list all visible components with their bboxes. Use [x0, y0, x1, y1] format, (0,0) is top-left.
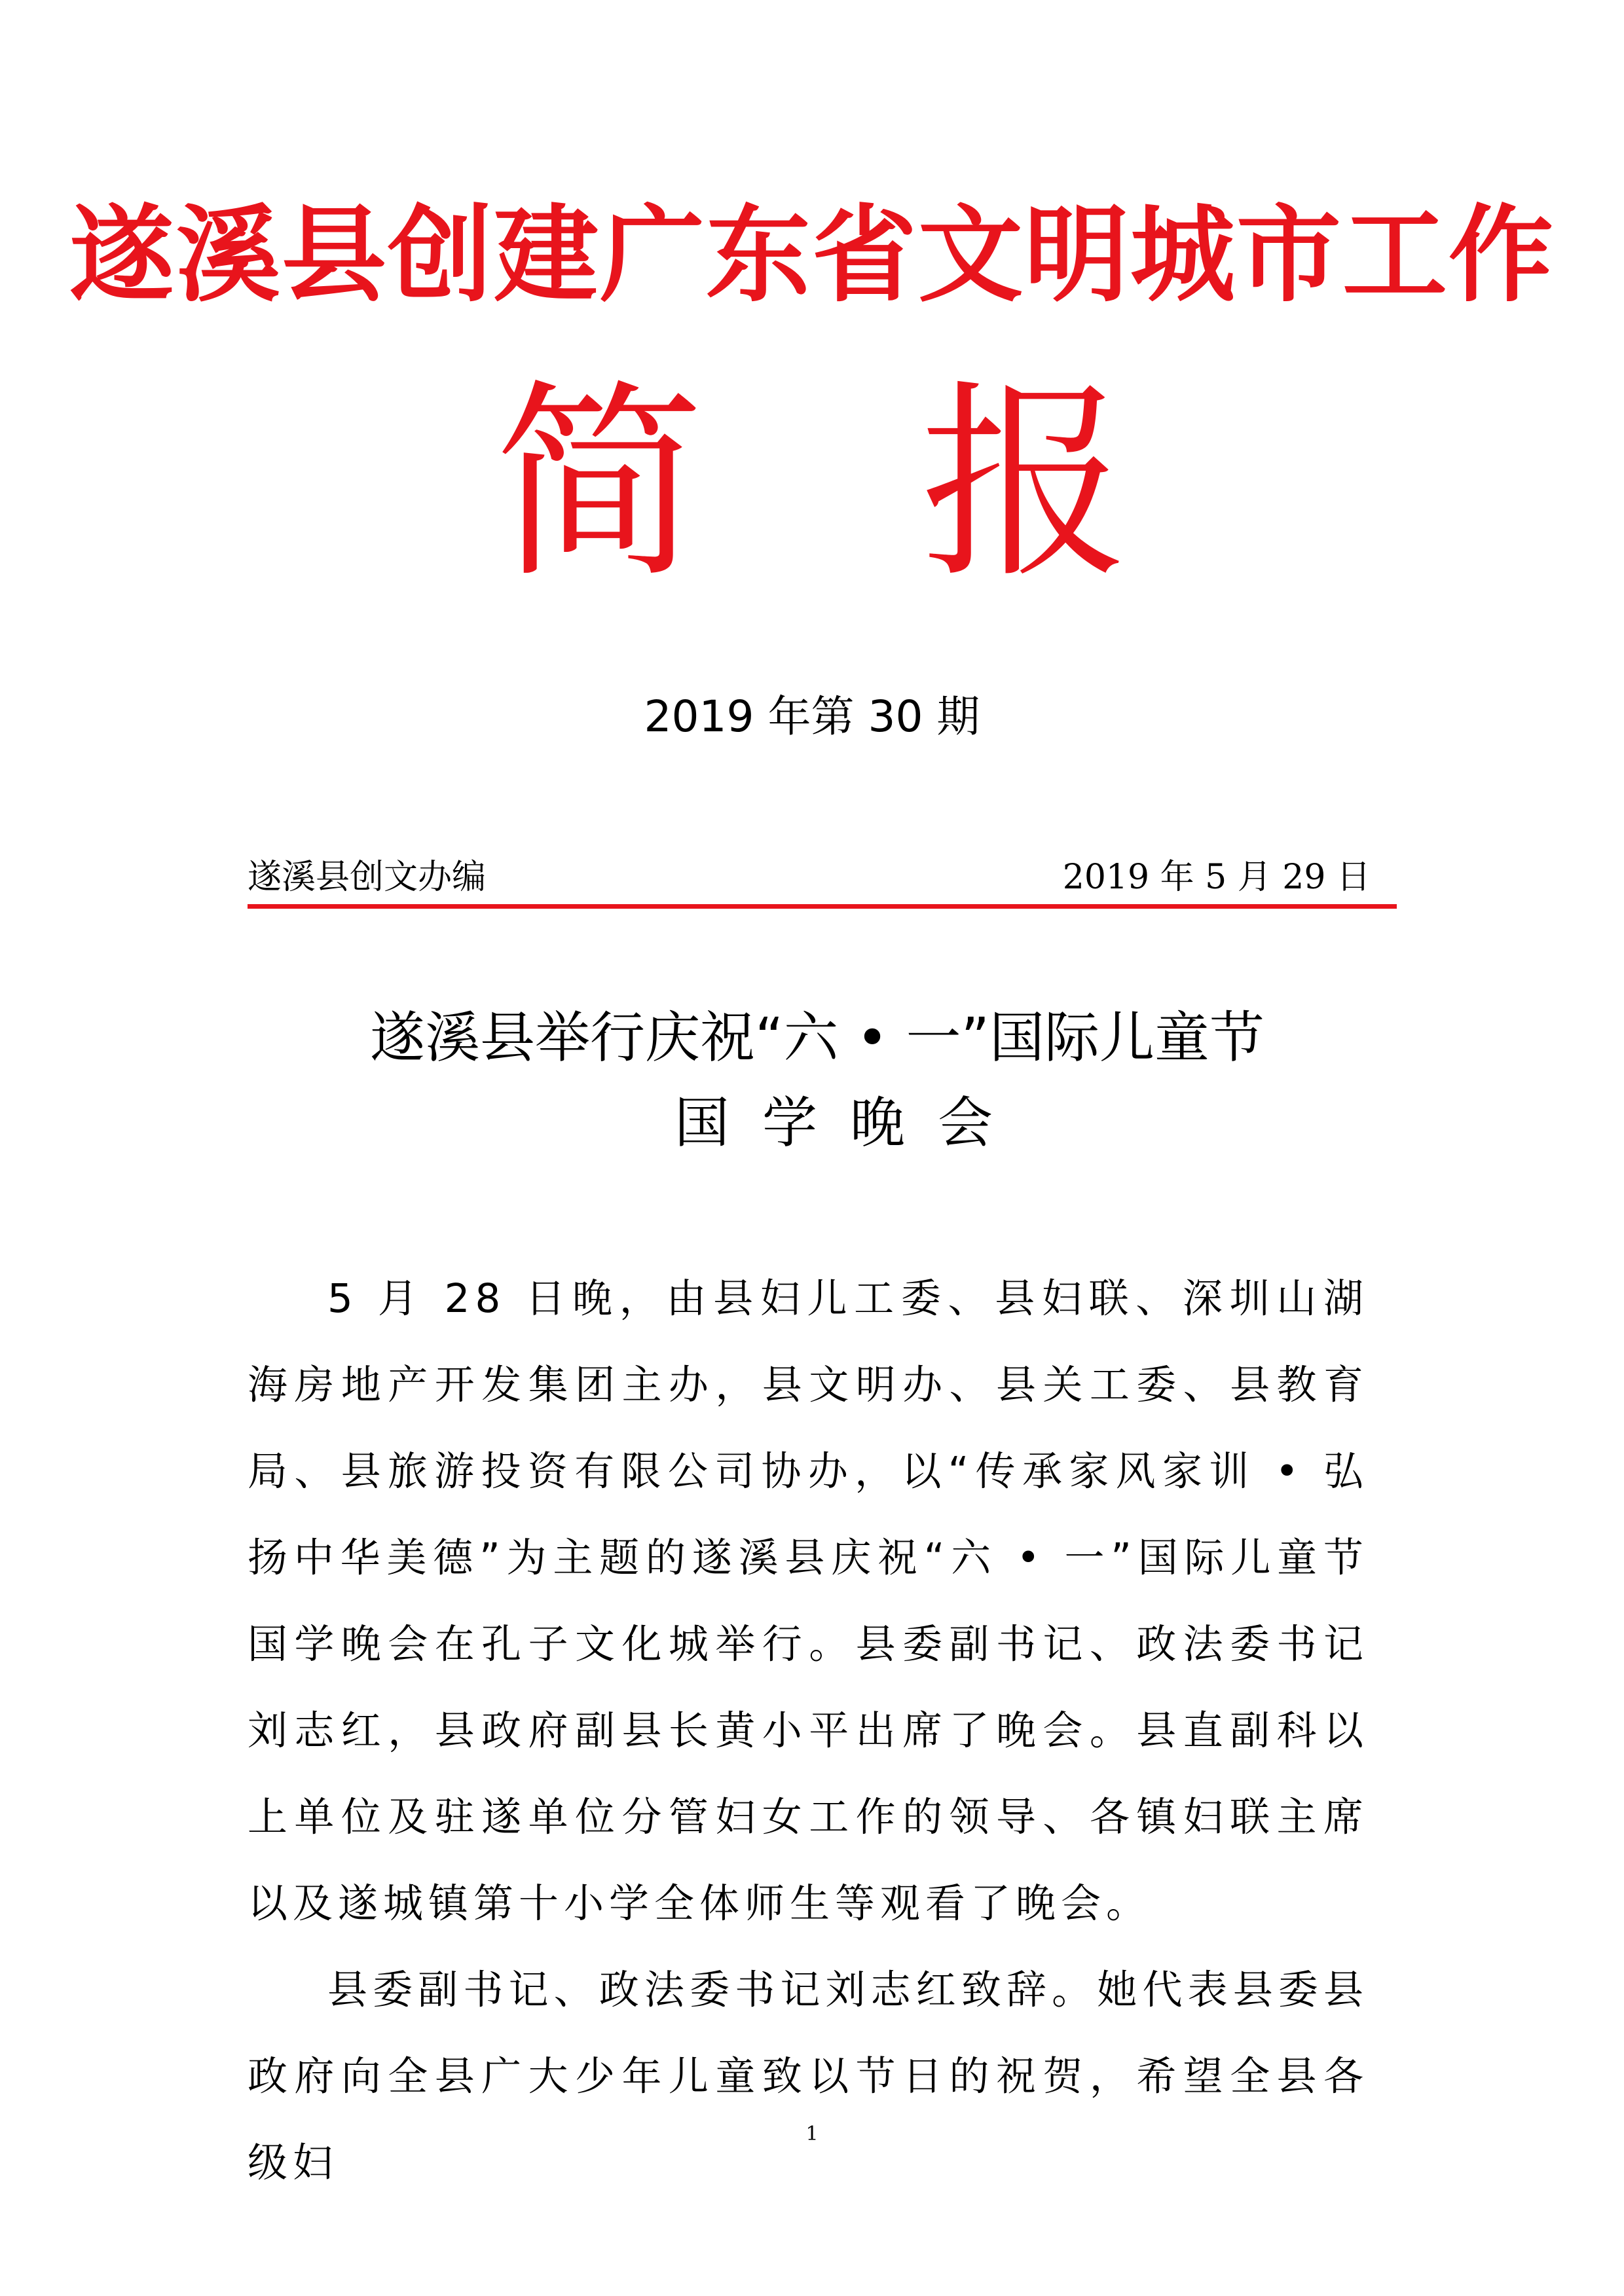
masthead-subtitle — [0, 363, 1624, 606]
article-body — [248, 1256, 1369, 2206]
masthead-title: 遂溪县创建广东省文明城市工作 — [69, 194, 1555, 316]
editor-label: 遂溪县创文办编 — [248, 858, 487, 897]
article-headline-line-2: 国学晚会 — [674, 1091, 1025, 1155]
meta-row — [248, 854, 1387, 900]
masthead-subtitle-left: 简 — [494, 363, 704, 606]
publish-date: 2019 年 5 月 29 日 — [1062, 858, 1371, 897]
paragraph: 5 月 28 日晚，由县妇儿工委、县妇联、深圳山湖海房地产开发集团主办，县文明办、县关工委、县教育局、县旅游投资有限公司协办，以“传承家风家训 • 弘扬中华美德”为主题的遂溪县庆祝“六 • 一”国际儿童节国学晚会在孔子文化城举行。县委副书记、政法委书记刘志红，县政府副县长黄小平出席了晚会。县直副科以上单位及驻遂单位分管妇女工作的领导、各镇妇联主席以及遂城镇第十小学全体师生等观看了晚会。 — [248, 1275, 1369, 1927]
page-number: 1 — [805, 2123, 819, 2145]
masthead-subtitle-right: 报 — [920, 363, 1130, 606]
issue-number: 2019 年第 30 期 — [644, 691, 980, 742]
article-headline-line-1: 遂溪县举行庆祝“六 • 一”国际儿童节 — [370, 1006, 1264, 1070]
paragraph: 县委副书记、政法委书记刘志红致辞。她代表县委县政府向全县广大少年儿童致以节日的祝贺，希望全县各级妇 — [248, 1967, 1369, 2186]
red-divider — [248, 904, 1397, 909]
